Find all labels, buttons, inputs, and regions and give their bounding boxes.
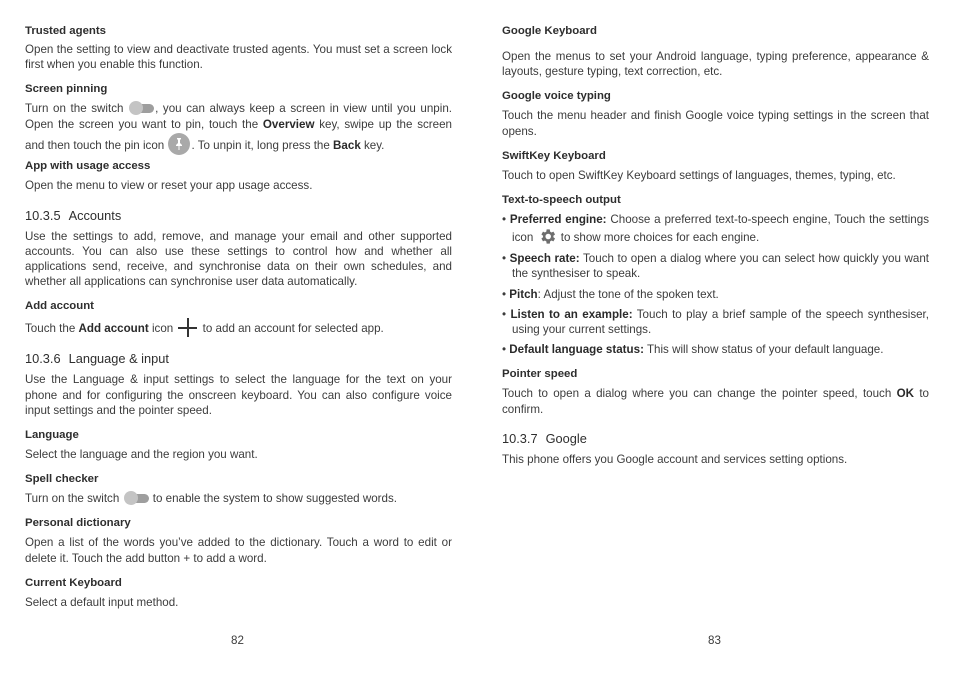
toggle-switch-icon: [124, 491, 149, 505]
text-run: to enable the system to show suggested words.: [149, 492, 398, 506]
bullet: •: [502, 343, 507, 357]
default-language-label: Default language status:: [509, 343, 644, 357]
page-number-left: 82: [231, 634, 244, 647]
overview-key-label: Overview: [262, 118, 315, 132]
accounts-text: Use the settings to add, remove, and manage your email and other supported accounts. You can also use these settings to control how and whether all applications send, receive, and synchronise data on their own schedules, and whether all applications can synchronise user data automatically.: [25, 229, 452, 289]
text-run: Touch the: [25, 322, 79, 336]
bullet: •: [502, 287, 507, 301]
add-account-label: Add account: [78, 322, 149, 336]
ok-label: OK: [896, 387, 915, 401]
text-run: to show more choices for each engine.: [557, 231, 760, 245]
usage-access-text: Open the menu to view or reset your app usage access.: [25, 179, 313, 193]
add-account-text: [25, 318, 452, 337]
spell-checker-heading: Spell checker: [25, 473, 99, 486]
google-voice-typing-text: Touch the menu header and finish Google voice typing settings in the screen that opens.: [502, 109, 929, 138]
google-voice-typing-heading: Google voice typing: [502, 90, 611, 103]
google-text: This phone offers you Google account and services setting options.: [502, 452, 848, 466]
add-account-heading: Add account: [25, 300, 94, 313]
preferred-engine-label: Preferred engine:: [509, 213, 607, 227]
google-keyboard-heading: Google Keyboard: [502, 25, 597, 37]
bullet: •: [502, 252, 507, 266]
language-text: Select the language and the region you want.: [25, 448, 258, 462]
section-number: 10.3.7: [502, 430, 538, 446]
text-run: Touch to play a brief sample of the speech synthesiser, using your current settings.: [512, 307, 929, 337]
swiftkey-heading: SwiftKey Keyboard: [502, 149, 606, 162]
current-keyboard-text: Select a default input method.: [25, 595, 179, 609]
tts-default-language-item: [502, 342, 929, 357]
tts-heading: Text-to-speech output: [502, 194, 621, 207]
page-number-right: 83: [708, 634, 721, 647]
text-run: to confirm.: [502, 387, 929, 416]
personal-dictionary-text: Open a list of the words you’ve added to the dictionary. Touch a word to edit or delete it. Touch the add button + to add a word.: [25, 536, 452, 565]
language-heading: Language: [25, 429, 79, 442]
pointer-speed-text: [502, 386, 929, 416]
right-page: [502, 24, 929, 467]
language-input-section-heading: [25, 351, 452, 367]
back-key-label: Back: [333, 139, 361, 153]
current-keyboard-heading: Current Keyboard: [25, 576, 122, 589]
text-run: : Adjust the tone of the spoken text.: [537, 287, 719, 301]
section-number: 10.3.6: [25, 351, 61, 367]
tts-pitch-item: [502, 287, 929, 302]
bullet: •: [502, 213, 507, 227]
text-run: Choose a preferred text-to-speech engine, Touch the settings icon: [512, 213, 929, 245]
screen-pinning-heading: Screen pinning: [25, 83, 108, 96]
plus-icon: [178, 318, 197, 337]
text-run: . To unpin it, long press the: [191, 139, 334, 153]
text-run: Touch to open a dialog where you can select how quickly you want the synthesiser to speak.: [512, 252, 929, 281]
left-page: [25, 24, 452, 610]
tts-speech-rate-item: [502, 251, 929, 281]
spell-checker-text: [25, 491, 452, 506]
google-keyboard-text: Open the menus to set your Android language, typing preference, appearance & layouts, gesture typing, text correction, etc.: [502, 50, 929, 79]
section-title: Google: [545, 430, 587, 446]
trusted-agents-heading: Trusted agents: [25, 25, 107, 37]
personal-dictionary-heading: Personal dictionary: [25, 517, 131, 530]
text-run: Touch to open a dialog where you can change the pointer speed, touch: [502, 387, 897, 401]
bullet: •: [502, 307, 507, 321]
tts-listen-example-item: [502, 307, 929, 337]
text-run: to add an account for selected app.: [199, 322, 384, 336]
swiftkey-text: Touch to open SwiftKey Keyboard settings of languages, themes, typing, etc.: [502, 168, 896, 182]
listen-example-label: Listen to an example:: [510, 307, 633, 321]
usage-access-heading: App with usage access: [25, 160, 151, 173]
text-run: key.: [360, 139, 385, 153]
speech-rate-label: Speech rate:: [509, 252, 580, 266]
section-title: Language & input: [68, 351, 169, 367]
section-title: Accounts: [68, 207, 122, 223]
gear-icon: [538, 227, 557, 246]
text-run: Turn on the switch: [25, 492, 123, 506]
section-number: 10.3.5: [25, 207, 61, 223]
google-section-heading: [502, 431, 929, 447]
pointer-speed-heading: Pointer speed: [502, 368, 578, 381]
language-input-text: Use the Language & input settings to select the language for the text on your phone and for configuring the onscreen keyboard. You can also configure voice input settings and the pointer speed.: [25, 373, 452, 417]
trusted-agents-text: Open the setting to view and deactivate trusted agents. You must set a screen lock first when you enable this function.: [25, 43, 452, 72]
text-run: key, swipe up the screen and then touch the pin icon: [25, 118, 452, 153]
screen-pinning-text: [25, 101, 452, 155]
text-run: Turn on the switch: [25, 102, 129, 116]
toggle-switch-icon: [129, 101, 154, 115]
text-run: icon: [148, 322, 177, 336]
pin-icon: [168, 133, 190, 155]
pitch-label: Pitch: [509, 287, 538, 301]
accounts-section-heading: [25, 208, 452, 224]
text-run: This will show status of your default language.: [643, 343, 884, 357]
text-run: , you can always keep a screen in view until you unpin. Open the screen you want to pin, touch the: [25, 102, 452, 132]
tts-preferred-engine-item: [502, 212, 929, 246]
